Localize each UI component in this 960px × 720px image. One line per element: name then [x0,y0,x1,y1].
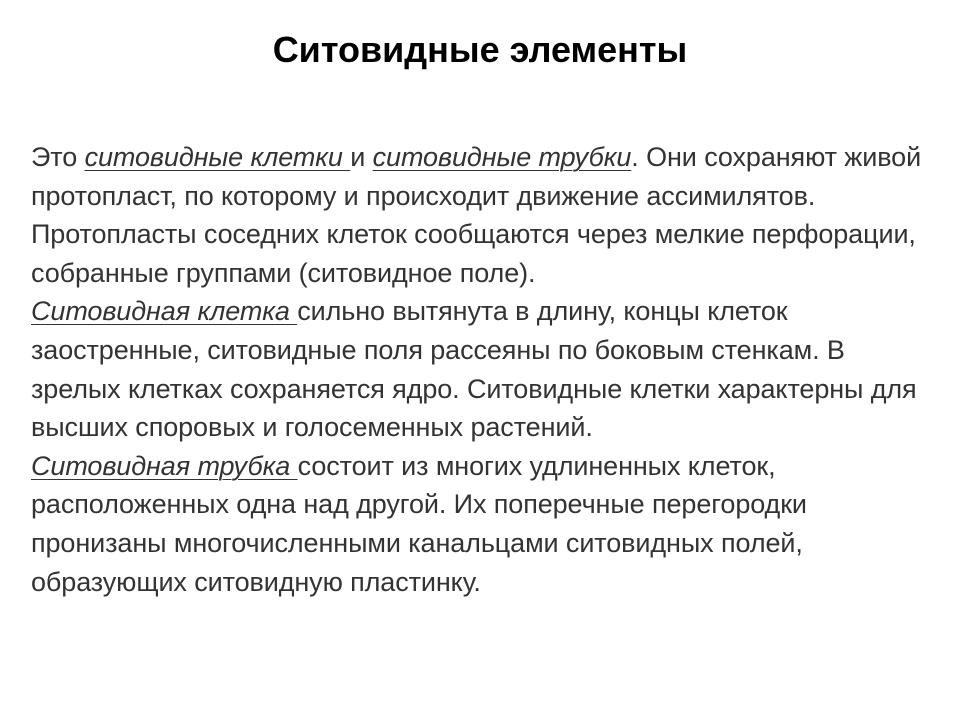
sieve-tube-description: состоит из многих удлиненных клеток, расположенных одна над другой. Их поперечные перегородки пронизаны многочисленными канальцами ситовидных полей, образующих ситовидную пластинку. [31,450,807,597]
paragraph-protoplasts: Протопласты соседних клеток сообщаются через мелкие перфорации, собранные группами (ситовидное поле). [31,219,916,288]
term-sieve-tube: Ситовидная трубка [31,450,298,481]
paragraph-sieve-tube [31,447,941,601]
term-sieve-cell: Ситовидная клетка [31,296,298,327]
term-sieve-tubes: ситовидные трубки [372,142,632,172]
definition-intro: Это [31,142,85,172]
slide-body [31,138,941,601]
definition-rest: . Они сохраняют живой протопласт, по которому и происходит движение ассимилятов. [31,142,922,211]
sieve-cell-description: сильно вытянута в длину, концы клеток заостренные, ситовидные поля рассеяны по боковым стенкам. В зрелых клетках сохраняется ядро. Ситовидные клетки характерны для высших споровых и голосеменных растений. [31,296,917,443]
paragraph-definition [31,138,941,215]
paragraph-sieve-cell [31,292,941,446]
term-sieve-cells: ситовидные клетки [84,142,351,172]
definition-connector: и [350,142,373,172]
slide-title: Ситовидные элементы [272,29,688,70]
